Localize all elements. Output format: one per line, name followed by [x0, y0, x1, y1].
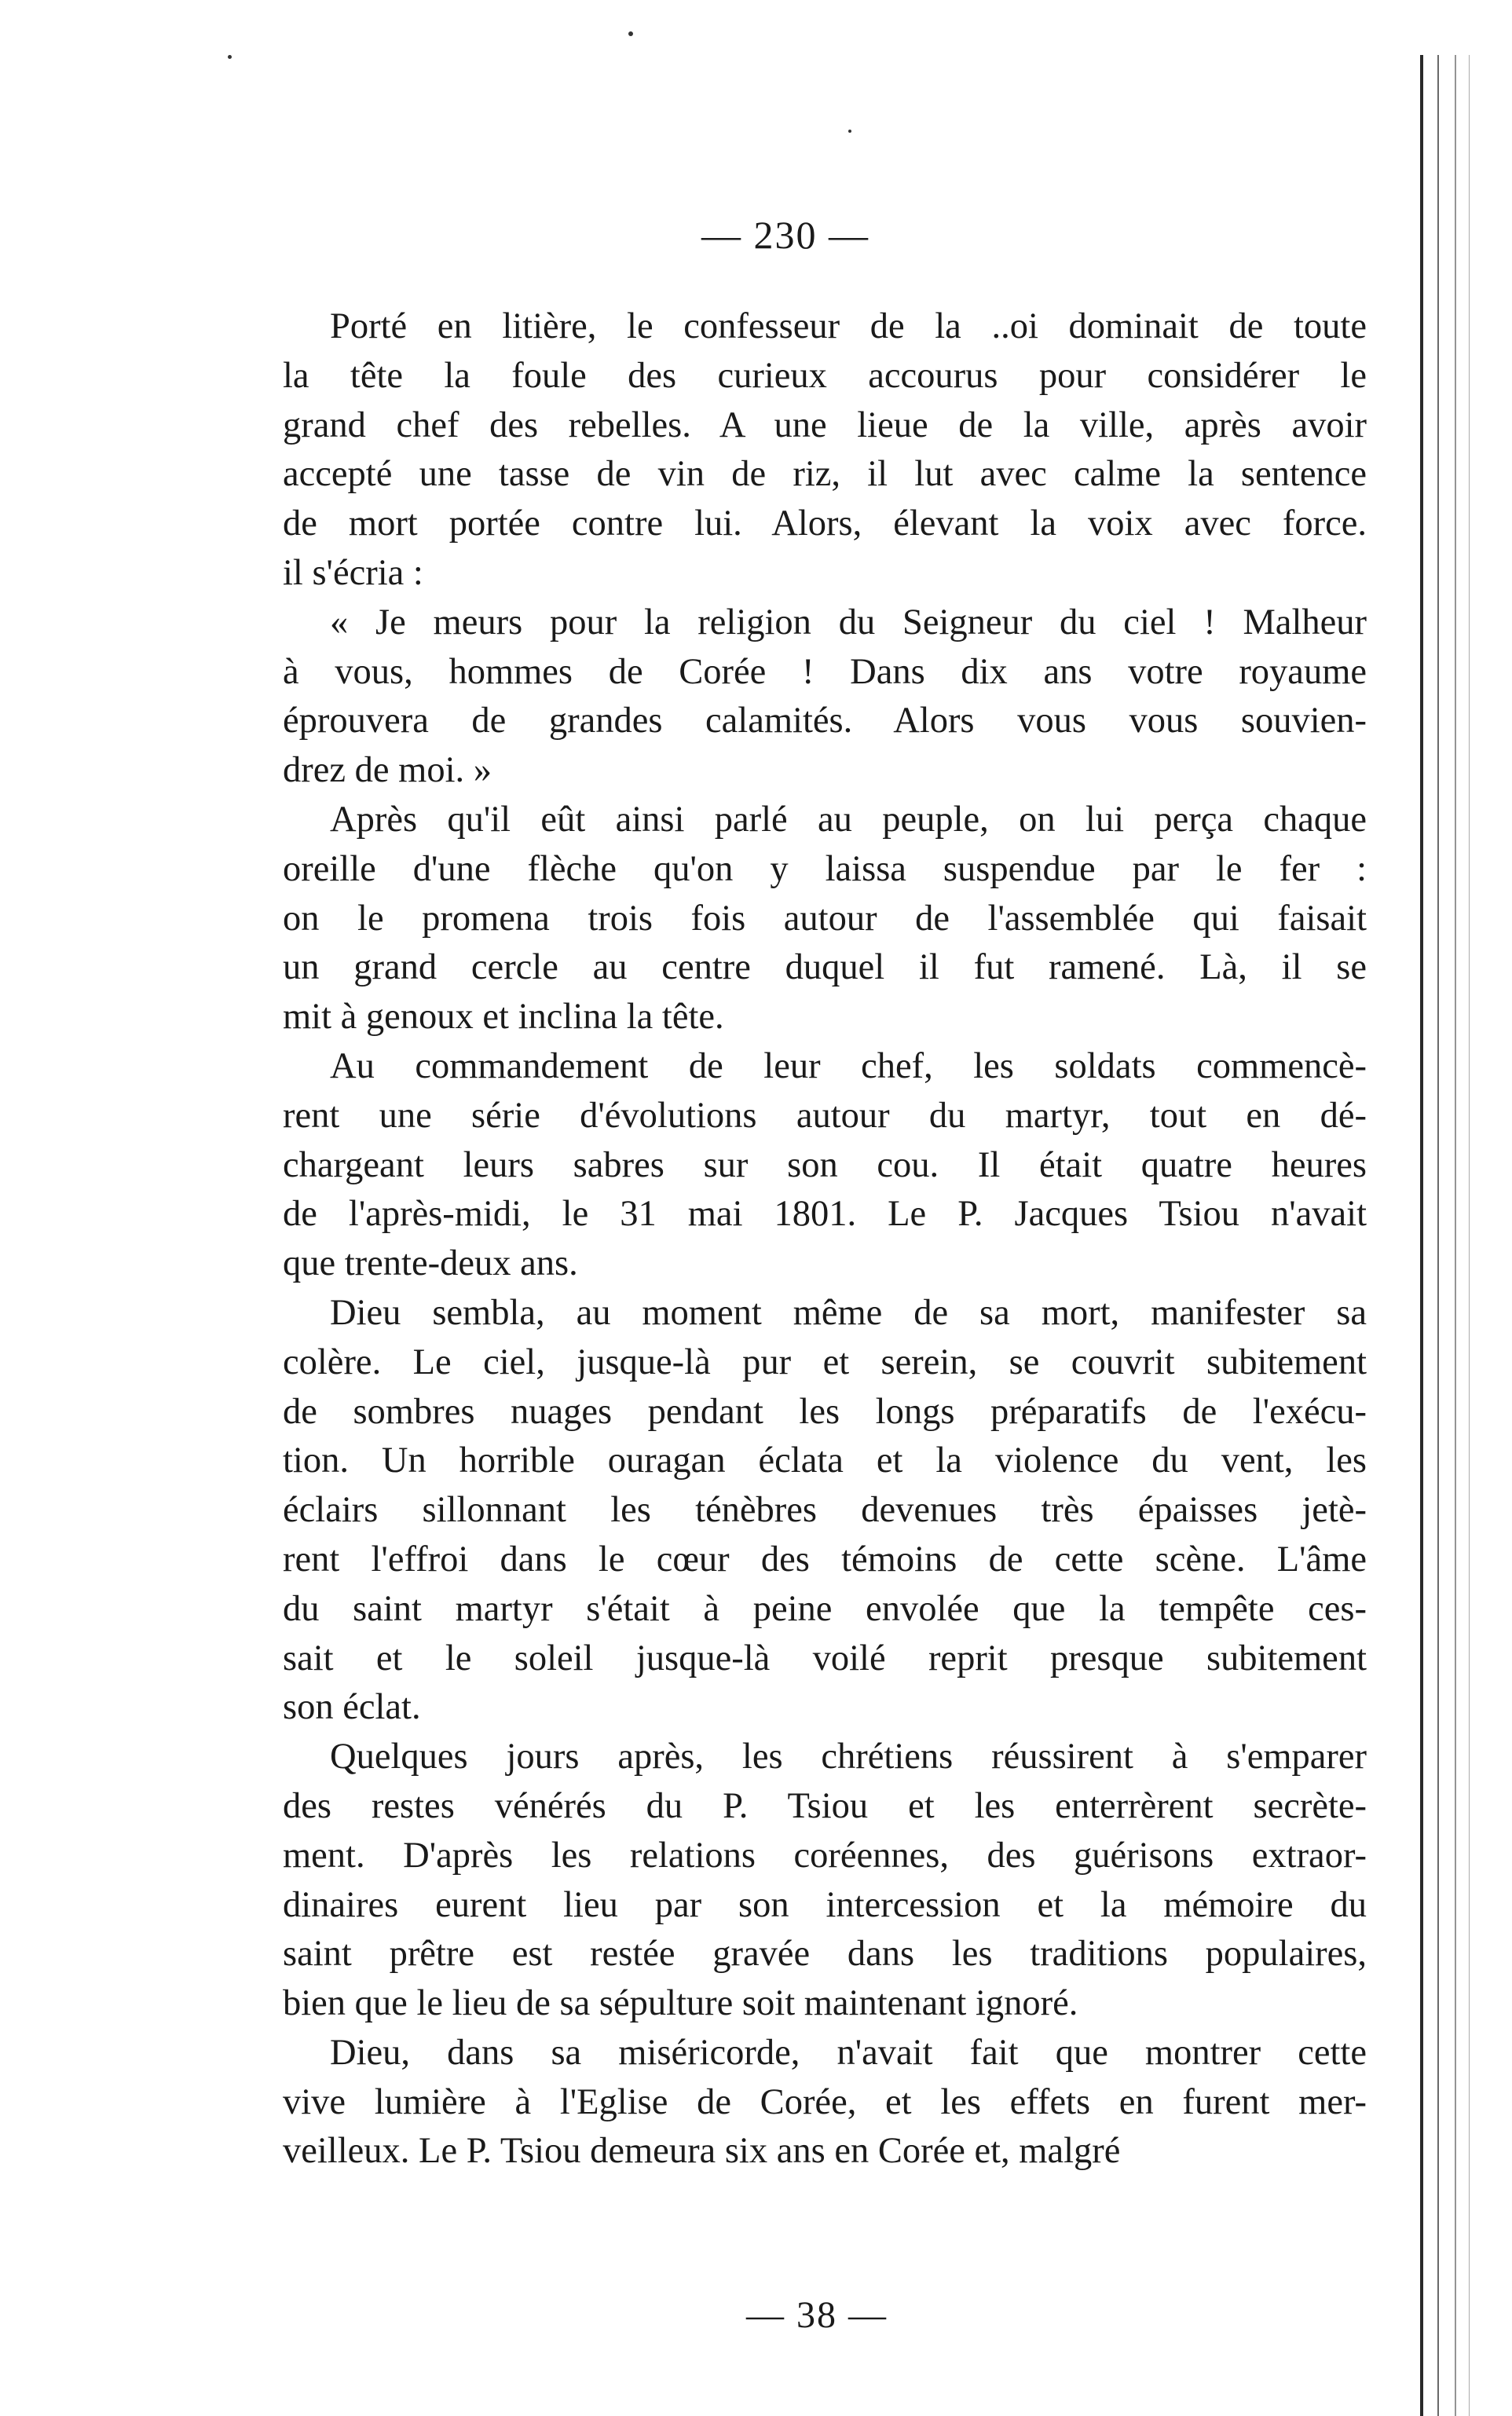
- text-line: du saint martyr s'était à peine envolée que la tempête ces-: [283, 1588, 1367, 1629]
- binding-line: [1455, 55, 1456, 2416]
- paragraph: [236, 796, 1367, 1042]
- text-line: vive lumière à l'Eglise de Corée, et les effets en furent mer-: [283, 2081, 1367, 2122]
- paragraph: [236, 1042, 1367, 1289]
- binding-line: [1437, 55, 1439, 2416]
- text-line: il s'écria :: [283, 552, 423, 593]
- page-number: — 230 —: [701, 213, 869, 257]
- text-line: de mort portée contre lui. Alors, élevant la voix avec force.: [283, 503, 1367, 544]
- binding-edge: [1414, 55, 1485, 2416]
- text-line: son éclat.: [283, 1687, 421, 1728]
- text-line: oreille d'une flèche qu'on y laissa suspendue par le fer :: [283, 848, 1367, 889]
- text-line: tion. Un horrible ouragan éclata et la violence du vent, les: [283, 1440, 1367, 1481]
- text-line: Porté en litière, le confesseur de la ..oi dominait de toute: [330, 306, 1367, 346]
- text-line: dinaires eurent lieu par son intercession et la mémoire du: [283, 1884, 1367, 1925]
- text-line: Après qu'il eût ainsi parlé au peuple, on lui perça chaque: [330, 799, 1367, 840]
- text-line: chargeant leurs sabres sur son cou. Il était quatre heures: [283, 1144, 1367, 1185]
- paragraph: [236, 2029, 1367, 2176]
- text-line: éclairs sillonnant les ténèbres devenues très épaisses jetè-: [283, 1490, 1367, 1531]
- binding-line: [1420, 55, 1423, 2416]
- print-speck: [628, 31, 633, 36]
- text-line: sait et le soleil jusque-là voilé reprit presque subitement: [283, 1638, 1367, 1678]
- text-line: saint prêtre est restée gravée dans les traditions populaires,: [283, 1934, 1367, 1975]
- text-line: ment. D'après les relations coréennes, des guérisons extraor-: [283, 1835, 1367, 1876]
- paragraph: [236, 1733, 1367, 2029]
- text-line: rent l'effroi dans le cœur des témoins de cette scène. L'âme: [283, 1539, 1367, 1580]
- text-line: accepté une tasse de vin de riz, il lut avec calme la sentence: [283, 454, 1367, 495]
- text-line: Dieu, dans sa miséricorde, n'avait fait que montrer cette: [330, 2032, 1367, 2073]
- paragraph: [236, 599, 1367, 796]
- binding-line: [1469, 55, 1470, 2416]
- text-line: Dieu sembla, au moment même de sa mort, manifester sa: [330, 1292, 1367, 1333]
- text-line: la tête la foule des curieux accourus pour considérer le: [283, 355, 1367, 396]
- text-line: de l'après-midi, le 31 mai 1801. Le P. Jacques Tsiou n'avait: [283, 1194, 1367, 1235]
- paragraph: [236, 302, 1367, 599]
- body-text: [236, 302, 1367, 2176]
- text-line: veilleux. Le P. Tsiou demeura six ans en Corée et, malgré: [283, 2131, 1121, 2172]
- print-speck: [848, 130, 851, 133]
- text-line: un grand cercle au centre duquel il fut ramené. Là, il se: [283, 947, 1367, 988]
- text-line: on le promena trois fois autour de l'assemblée qui faisait: [283, 898, 1367, 939]
- text-line: que trente-deux ans.: [283, 1243, 578, 1284]
- print-speck: [228, 55, 232, 59]
- text-line: Au commandement de leur chef, les soldats commencè-: [330, 1045, 1367, 1086]
- text-line: de sombres nuages pendant les longs préparatifs de l'exécu-: [283, 1391, 1367, 1432]
- text-line: à vous, hommes de Corée ! Dans dix ans votre royaume: [283, 651, 1367, 692]
- text-line: colère. Le ciel, jusque-là pur et serein, se couvrit subitement: [283, 1342, 1367, 1382]
- signature-mark: — 38 —: [746, 2294, 888, 2336]
- text-line: « Je meurs pour la religion du Seigneur du ciel ! Malheur: [330, 602, 1367, 642]
- text-line: bien que le lieu de sa sépulture soit maintenant ignoré.: [283, 1983, 1078, 2024]
- text-line: grand chef des rebelles. A une lieue de la ville, après avoir: [283, 404, 1367, 445]
- text-line: des restes vénérés du P. Tsiou et les enterrèrent secrète-: [283, 1785, 1367, 1826]
- text-line: mit à genoux et inclina la tête.: [283, 997, 724, 1038]
- paragraph: [236, 1289, 1367, 1733]
- text-line: rent une série d'évolutions autour du martyr, tout en dé-: [283, 1095, 1367, 1136]
- text-line: éprouvera de grandes calamités. Alors vous vous souvien-: [283, 701, 1367, 741]
- text-line: drez de moi. »: [283, 750, 492, 791]
- text-line: Quelques jours après, les chrétiens réussirent à s'emparer: [330, 1737, 1367, 1777]
